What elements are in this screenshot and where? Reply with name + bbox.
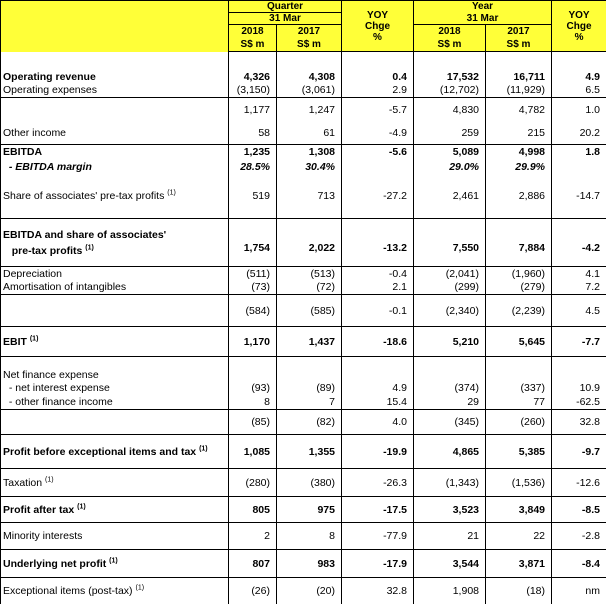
row-label: Profit after tax $^{(1)}$	[1, 497, 229, 523]
q-2017-value: 1,247	[277, 98, 342, 123]
y-2017-value: (11,929)	[486, 84, 552, 98]
row-other-income	[1, 123, 606, 145]
q-2018-value: 4,326	[229, 70, 277, 84]
q-2018-value: 1,177	[229, 98, 277, 123]
q-2018-value: (3,150)	[229, 84, 277, 98]
y-2017-value: (260)	[486, 410, 552, 435]
q-yoy-value: -27.2	[342, 175, 414, 219]
y-yoy-value: 1.0	[552, 98, 606, 123]
q-2017-value: (513)	[277, 267, 342, 281]
y-yoy-value	[552, 160, 606, 175]
row-amortisation	[1, 281, 606, 295]
q-yoy-value: -5.7	[342, 98, 414, 123]
row-label: - net interest expense	[1, 381, 229, 396]
quarter-yoy-heading: YOY Chge %	[342, 1, 414, 52]
y-yoy-value: 6.5	[552, 84, 606, 98]
row-label: - EBITDA margin	[1, 160, 229, 175]
row-exceptional-items	[1, 578, 606, 604]
row-subtotal-3	[1, 410, 606, 435]
row-profit-after-tax	[1, 497, 606, 523]
q-2018-value: 807	[229, 550, 277, 578]
y-2017-value: 215	[486, 123, 552, 145]
y-yoy-value: -14.7	[552, 175, 606, 219]
y-2018-unit: S$ m	[414, 38, 486, 52]
y-2018-value: (299)	[414, 281, 486, 295]
y-2017-value: 4,998	[486, 145, 552, 160]
row-minority-interests	[1, 523, 606, 550]
header-row-1	[1, 1, 606, 13]
q-2017-heading: 2017	[277, 25, 342, 38]
row-ebitda-and-associates	[1, 219, 606, 267]
row-label	[1, 295, 229, 327]
y-2017-value: (2,239)	[486, 295, 552, 327]
row-label: EBITDA	[1, 145, 229, 160]
y-2018-value: 17,532	[414, 70, 486, 84]
q-2018-value: (93)	[229, 381, 277, 396]
q-2018-value: 28.5%	[229, 160, 277, 175]
y-2018-value: (374)	[414, 381, 486, 396]
y-2017-value: (337)	[486, 381, 552, 396]
q-2018-value: 805	[229, 497, 277, 523]
row-other-finance-income	[1, 396, 606, 410]
y-2017-value: 5,385	[486, 435, 552, 469]
q-2017-unit: S$ m	[277, 38, 342, 52]
q-2018-value: (26)	[229, 578, 277, 604]
row-label: EBITDA and share of associates' pre-tax profits $^{(1)}$	[1, 219, 229, 267]
q-2017-value: (585)	[277, 295, 342, 327]
year-heading: Year	[414, 1, 552, 13]
y-2017-value: 3,849	[486, 497, 552, 523]
y-2018-value: (2,340)	[414, 295, 486, 327]
y-2018-value: 7,550	[414, 219, 486, 267]
q-2018-value: 58	[229, 123, 277, 145]
y-2018-value: 3,523	[414, 497, 486, 523]
y-yoy-value: 4.1	[552, 267, 606, 281]
q-yoy-value: -5.6	[342, 145, 414, 160]
q-2017-value: (72)	[277, 281, 342, 295]
y-yoy-value: -12.6	[552, 469, 606, 497]
quarter-heading: Quarter	[229, 1, 342, 13]
y-yoy-value: -7.7	[552, 327, 606, 357]
q-2018-value: 1,235	[229, 145, 277, 160]
q-yoy-value	[342, 160, 414, 175]
y-2018-value: (12,702)	[414, 84, 486, 98]
y-2017-value: (279)	[486, 281, 552, 295]
y-2017-value: 5,645	[486, 327, 552, 357]
year-date: 31 Mar	[414, 13, 552, 25]
q-yoy-value: -19.9	[342, 435, 414, 469]
y-yoy-value: -8.5	[552, 497, 606, 523]
header-blank-cell	[1, 1, 229, 52]
q-2018-value: 1,170	[229, 327, 277, 357]
row-label: Other income	[1, 123, 229, 145]
year-yoy-heading: YOY Chge %	[552, 1, 606, 52]
y-yoy-value: -2.8	[552, 523, 606, 550]
q-yoy-value: 4.9	[342, 381, 414, 396]
row-label	[1, 98, 229, 123]
q-yoy-value: -0.1	[342, 295, 414, 327]
quarter-date: 31 Mar	[229, 13, 342, 25]
q-2018-value: (73)	[229, 281, 277, 295]
y-yoy-value: -4.2	[552, 219, 606, 267]
row-label: EBIT $^{(1)}$	[1, 327, 229, 357]
q-yoy-value: 32.8	[342, 578, 414, 604]
q-2018-value: 1,085	[229, 435, 277, 469]
y-2018-value: 5,210	[414, 327, 486, 357]
y-yoy-value: 20.2	[552, 123, 606, 145]
q-2017-value: (3,061)	[277, 84, 342, 98]
q-2018-unit: S$ m	[229, 38, 277, 52]
q-2018-value: 1,754	[229, 219, 277, 267]
y-2018-value: 21	[414, 523, 486, 550]
y-2017-value: 7,884	[486, 219, 552, 267]
q-2018-value: 519	[229, 175, 277, 219]
q-yoy-value: 4.0	[342, 410, 414, 435]
q-2017-value: 1,437	[277, 327, 342, 357]
row-profit-before-tax	[1, 435, 606, 469]
y-yoy-value: 10.9	[552, 381, 606, 396]
y-2018-value: 5,089	[414, 145, 486, 160]
y-2017-value: 29.9%	[486, 160, 552, 175]
y-2017-heading: 2017	[486, 25, 552, 38]
row-subtotal-1	[1, 98, 606, 123]
y-yoy-value: nm	[552, 578, 606, 604]
row-label: Taxation $^{(1)}$	[1, 469, 229, 497]
q-yoy-value: 0.4	[342, 70, 414, 84]
row-label: Profit before exceptional items and tax $^{(1)}$	[1, 435, 229, 469]
row-depreciation	[1, 267, 606, 281]
y-yoy-value: -62.5	[552, 396, 606, 410]
y-2017-unit: S$ m	[486, 38, 552, 52]
y-2017-value: (18)	[486, 578, 552, 604]
row-label: Exceptional items (post-tax) $^{(1)}$	[1, 578, 229, 604]
q-2018-value: 8	[229, 396, 277, 410]
y-2017-value: 22	[486, 523, 552, 550]
row-label: Operating revenue	[1, 70, 229, 84]
q-2017-value: 8	[277, 523, 342, 550]
row-net-finance-expense	[1, 357, 606, 381]
q-yoy-value: 2.9	[342, 84, 414, 98]
q-yoy-value: -17.5	[342, 497, 414, 523]
q-yoy-value: -26.3	[342, 469, 414, 497]
q-2017-value: 1,355	[277, 435, 342, 469]
row-label: - other finance income	[1, 396, 229, 410]
q-yoy-value: 2.1	[342, 281, 414, 295]
y-2018-value: 1,908	[414, 578, 486, 604]
row-label: Net finance expense	[1, 357, 229, 381]
q-yoy-value: -4.9	[342, 123, 414, 145]
row-ebit	[1, 327, 606, 357]
q-2017-value: (82)	[277, 410, 342, 435]
q-yoy-value: -77.9	[342, 523, 414, 550]
q-2017-value: 30.4%	[277, 160, 342, 175]
y-2018-value: 2,461	[414, 175, 486, 219]
q-2017-value: 713	[277, 175, 342, 219]
q-yoy-value: -0.4	[342, 267, 414, 281]
q-2018-value: (511)	[229, 267, 277, 281]
row-share-of-associates	[1, 175, 606, 219]
y-yoy-value: 1.8	[552, 145, 606, 160]
row-ebitda-margin	[1, 160, 606, 175]
row-label	[1, 410, 229, 435]
y-2017-value: 77	[486, 396, 552, 410]
row-operating-revenue	[1, 70, 606, 84]
q-2018-heading: 2018	[229, 25, 277, 38]
q-2017-value: 2,022	[277, 219, 342, 267]
q-2018-value: 2	[229, 523, 277, 550]
spacer-row	[1, 52, 606, 70]
row-label: Amortisation of intangibles	[1, 281, 229, 295]
row-label: Operating expenses	[1, 84, 229, 98]
y-2017-value: 3,871	[486, 550, 552, 578]
row-label: Underlying net profit $^{(1)}$	[1, 550, 229, 578]
y-yoy-value: -8.4	[552, 550, 606, 578]
y-2018-value: 3,544	[414, 550, 486, 578]
row-label: Depreciation	[1, 267, 229, 281]
y-2017-value: 16,711	[486, 70, 552, 84]
row-taxation	[1, 469, 606, 497]
q-2017-value: (89)	[277, 381, 342, 396]
q-yoy-value: -17.9	[342, 550, 414, 578]
y-yoy-value: -9.7	[552, 435, 606, 469]
y-2017-value: (1,536)	[486, 469, 552, 497]
q-2017-value: (20)	[277, 578, 342, 604]
y-2018-value: 29.0%	[414, 160, 486, 175]
row-ebitda	[1, 145, 606, 160]
y-yoy-value: 32.8	[552, 410, 606, 435]
y-2017-value: 4,782	[486, 98, 552, 123]
y-2018-heading: 2018	[414, 25, 486, 38]
y-2018-value: 29	[414, 396, 486, 410]
y-yoy-value: 4.5	[552, 295, 606, 327]
q-2017-value: 975	[277, 497, 342, 523]
q-2018-value: (584)	[229, 295, 277, 327]
row-underlying-net-profit	[1, 550, 606, 578]
y-2018-value: 4,865	[414, 435, 486, 469]
y-2018-value: (2,041)	[414, 267, 486, 281]
row-net-interest-expense	[1, 381, 606, 396]
row-label: Share of associates' pre-tax profits $^{(1)}$	[1, 175, 229, 219]
q-2018-value: (280)	[229, 469, 277, 497]
row-operating-expenses	[1, 84, 606, 98]
y-2017-value: 2,886	[486, 175, 552, 219]
row-label: Minority interests	[1, 523, 229, 550]
q-2017-value: 983	[277, 550, 342, 578]
q-2017-value: 61	[277, 123, 342, 145]
y-2018-value: (345)	[414, 410, 486, 435]
q-yoy-value: -13.2	[342, 219, 414, 267]
y-2017-value: (1,960)	[486, 267, 552, 281]
y-yoy-value: 7.2	[552, 281, 606, 295]
row-subtotal-2	[1, 295, 606, 327]
q-yoy-value: 15.4	[342, 396, 414, 410]
q-2017-value: 4,308	[277, 70, 342, 84]
q-2017-value: 7	[277, 396, 342, 410]
q-yoy-value: -18.6	[342, 327, 414, 357]
y-2018-value: 4,830	[414, 98, 486, 123]
q-2017-value: (380)	[277, 469, 342, 497]
q-2018-value: (85)	[229, 410, 277, 435]
y-yoy-value: 4.9	[552, 70, 606, 84]
q-2017-value: 1,308	[277, 145, 342, 160]
y-2018-value: 259	[414, 123, 486, 145]
y-2018-value: (1,343)	[414, 469, 486, 497]
